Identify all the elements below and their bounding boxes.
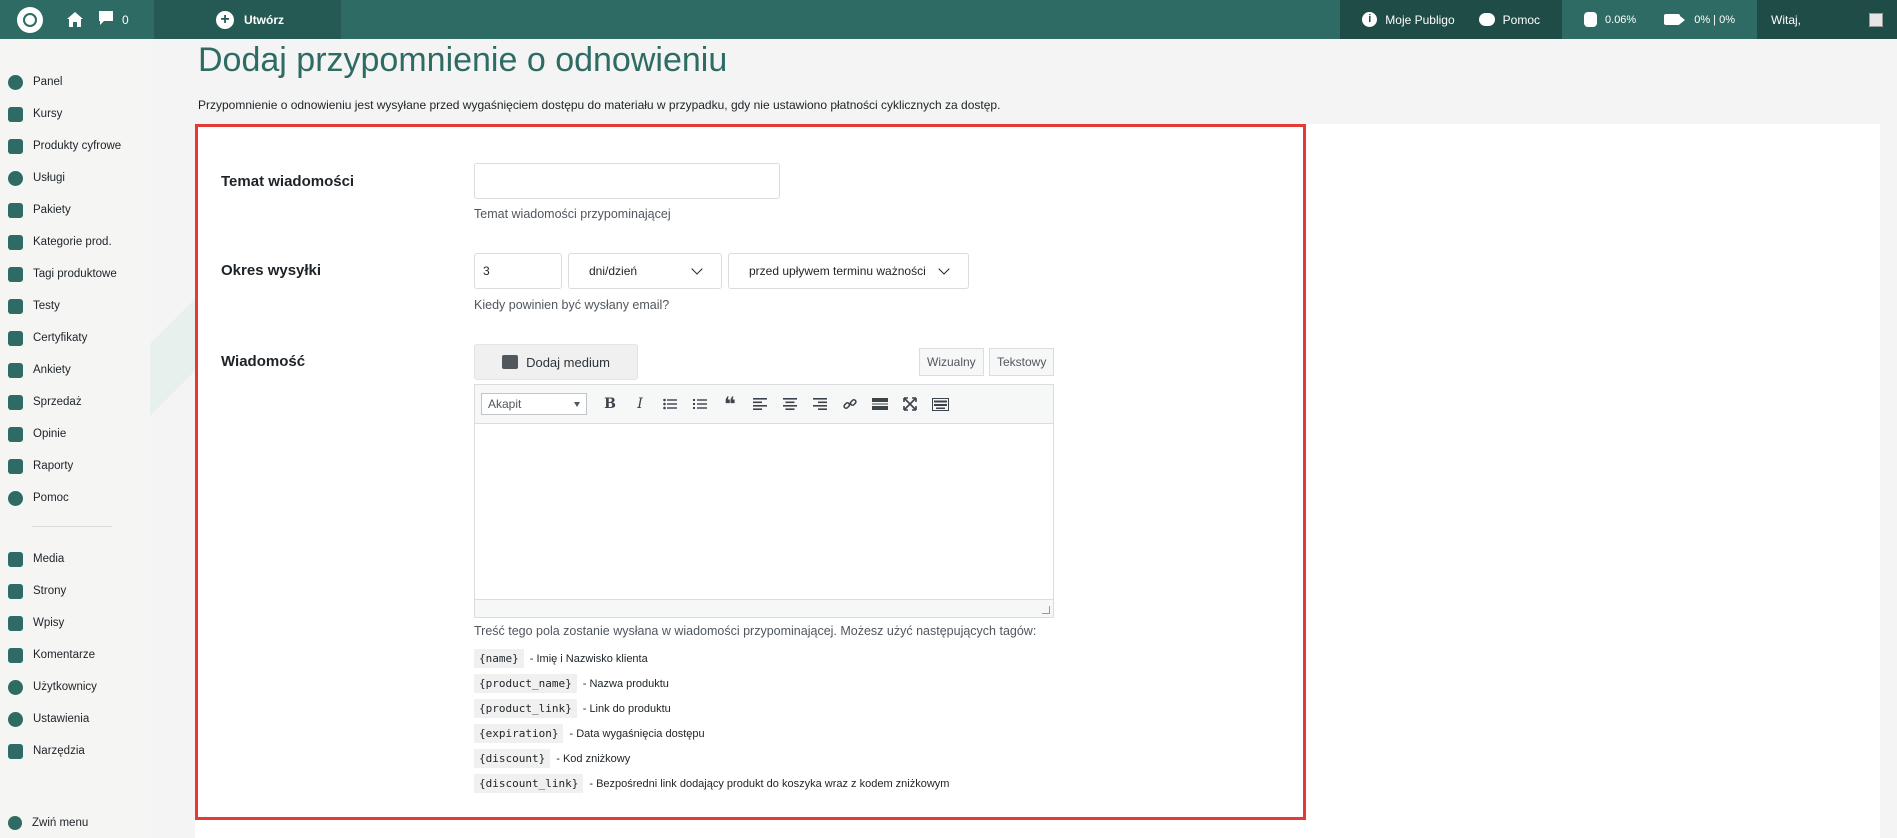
format-select[interactable]: [481, 393, 587, 415]
editor-content-area[interactable]: [475, 424, 1053, 599]
main-menu: [0, 66, 150, 514]
add-media-button[interactable]: [474, 344, 638, 380]
tag-code: {discount}: [474, 749, 550, 768]
users-icon: [8, 680, 23, 695]
comment-icon: [98, 11, 114, 28]
sidebar-item-label: Strony: [33, 585, 67, 597]
sidebar-item-panel[interactable]: [0, 66, 150, 98]
period-label: Okres wysyłki: [221, 262, 322, 279]
align-right-icon[interactable]: [809, 393, 831, 415]
sidebar-item-label: Komentarze: [33, 649, 96, 661]
sidebar-item-label: Usługi: [33, 172, 65, 184]
chat-bubble-icon: [1479, 13, 1495, 26]
sidebar-item-label: Użytkownicy: [33, 681, 97, 693]
publigo-logo-icon[interactable]: [0, 0, 60, 39]
fullscreen-icon[interactable]: [899, 393, 921, 415]
sidebar-item-testy[interactable]: [0, 290, 150, 322]
sidebar-item-uslugi[interactable]: [0, 162, 150, 194]
sidebar-item-tagi[interactable]: [0, 258, 150, 290]
period-unit-select[interactable]: [568, 253, 722, 289]
video-usage[interactable]: [1664, 14, 1735, 26]
lightbulb-icon: [8, 75, 23, 90]
comments-link[interactable]: [90, 0, 141, 39]
align-center-icon[interactable]: [779, 393, 801, 415]
wp-menu: [0, 543, 150, 767]
editor-toolbar: [475, 385, 1053, 424]
certificate-icon: [8, 331, 23, 346]
tag-description: - Data wygaśnięcia dostępu: [569, 727, 705, 740]
survey-icon: [8, 363, 23, 378]
sidebar-item-uzytkownicy[interactable]: [0, 671, 150, 703]
tag-code: {product_name}: [474, 674, 577, 693]
sidebar-item-label: Narzędzia: [33, 745, 85, 757]
period-when-select[interactable]: [728, 253, 969, 289]
sidebar-item-label: Opinie: [33, 428, 67, 440]
comments-count: 0: [122, 12, 129, 27]
admin-sidebar: [0, 39, 150, 838]
link-icon[interactable]: [839, 393, 861, 415]
media-icon: [8, 552, 23, 567]
sidebar-item-label: Ustawienia: [33, 713, 90, 725]
tag-code: {name}: [474, 649, 524, 668]
message-label: Wiadomość: [221, 353, 306, 370]
tag-item: [474, 774, 949, 793]
sidebar-item-ankiety[interactable]: [0, 354, 150, 386]
sidebar-item-produkty-cyfrowe[interactable]: [0, 130, 150, 162]
editor-status-bar: [475, 599, 1053, 617]
pin-icon: [8, 616, 23, 631]
create-label: Utwórz: [244, 12, 284, 27]
message-editor: [474, 384, 1054, 618]
sidebar-item-wpisy[interactable]: [0, 607, 150, 639]
cart-icon: [8, 395, 23, 410]
user-icon: [8, 171, 23, 186]
help-label: Pomoc: [1502, 12, 1541, 27]
sidebar-item-raporty[interactable]: [0, 450, 150, 482]
home-icon[interactable]: [60, 0, 90, 39]
numbered-list-icon[interactable]: [689, 393, 711, 415]
wrench-icon: [8, 744, 23, 759]
pages-icon: [8, 584, 23, 599]
tag-code: {discount_link}: [474, 774, 583, 793]
page-title: Dodaj przypomnienie o odnowieniu: [198, 41, 728, 79]
edit-icon: [8, 299, 23, 314]
sidebar-item-label: Pakiety: [33, 204, 71, 216]
folder-icon: [8, 235, 23, 250]
collapse-label: Zwiń menu: [32, 817, 89, 829]
usage-stats: [1562, 0, 1757, 39]
user-account-menu[interactable]: [1757, 0, 1897, 39]
avatar[interactable]: [1869, 13, 1883, 27]
sidebar-item-label: Kursy: [33, 108, 63, 120]
gear-icon: [8, 712, 23, 727]
sidebar-item-strony[interactable]: [0, 575, 150, 607]
collapse-arrow-icon: [8, 816, 22, 830]
bullet-list-icon[interactable]: [659, 393, 681, 415]
period-value: 3: [483, 264, 490, 278]
document-icon: [8, 427, 23, 442]
tag-description: - Kod zniżkowy: [556, 752, 631, 765]
sidebar-item-opinie[interactable]: [0, 418, 150, 450]
tags-intro: Treść tego pola zostanie wysłana w wiadomości przypominającej. Możesz użyć następujących tagów:: [474, 624, 1037, 638]
sidebar-item-komentarze[interactable]: [0, 639, 150, 671]
media-icon: [502, 355, 518, 369]
sidebar-item-label: Raporty: [33, 460, 74, 472]
keyboard-icon[interactable]: [929, 393, 951, 415]
resize-handle-icon[interactable]: [1042, 606, 1050, 614]
tag-item: [474, 649, 648, 668]
period-help: Kiedy powinien być wysłany email?: [474, 298, 670, 312]
add-media-label: Dodaj medium: [526, 354, 610, 370]
tag-icon: [8, 267, 23, 282]
grid-icon: [8, 203, 23, 218]
period-unit-value: dni/dzień: [589, 264, 638, 278]
top-bar-right: [1340, 0, 1897, 39]
collapse-menu-button[interactable]: [8, 816, 88, 830]
sidebar-item-label: Ankiety: [33, 364, 71, 376]
sidebar-item-pakiety[interactable]: [0, 194, 150, 226]
top-links: [1340, 0, 1562, 39]
sidebar-item-label: Sprzedaż: [33, 396, 82, 408]
my-publigo-link[interactable]: [1362, 12, 1454, 27]
chevron-down-icon: [938, 263, 949, 274]
help-icon: [8, 491, 23, 506]
format-select-value: Akapit: [488, 397, 522, 411]
sidebar-item-pomoc[interactable]: [0, 482, 150, 514]
database-icon: [1584, 12, 1597, 27]
page-description: Przypomnienie o odnowieniu jest wysyłane przed wygaśnięciem dostępu do materiału w przypadku, gdy nie ustawiono płatności cyklicznych za dostęp.: [198, 98, 1001, 112]
sidebar-item-label: Pomoc: [33, 492, 69, 504]
sidebar-item-ustawienia[interactable]: [0, 703, 150, 735]
sidebar-item-label: Wpisy: [33, 617, 65, 629]
sidebar-item-label: Produkty cyfrowe: [33, 140, 122, 152]
period-value-input[interactable]: [474, 253, 562, 289]
tag-item: [474, 674, 669, 693]
tag-item: [474, 749, 630, 768]
comment-icon: [8, 648, 23, 663]
info-icon: i: [1362, 12, 1377, 27]
tag-code: {expiration}: [474, 724, 563, 743]
sidebar-item-sprzedaz[interactable]: [0, 386, 150, 418]
bold-icon[interactable]: B: [604, 396, 616, 412]
blockquote-icon[interactable]: ❝: [724, 393, 736, 416]
greeting-text: Witaj,: [1771, 12, 1801, 27]
sidebar-item-label: Certyfikaty: [33, 332, 88, 344]
download-icon: [8, 139, 23, 154]
sidebar-item-certyfikaty[interactable]: [0, 322, 150, 354]
tag-description: - Link do produktu: [582, 702, 671, 715]
sidebar-item-label: Panel: [33, 76, 63, 88]
plus-icon: +: [216, 11, 234, 29]
tag-description: - Nazwa produktu: [582, 677, 669, 690]
chevron-down-icon: [691, 263, 702, 274]
tag-description: - Bezpośredni link dodający produkt do koszyka wraz z kodem zniżkowym: [589, 777, 950, 790]
graduation-cap-icon: [8, 107, 23, 122]
sidebar-item-label: Kategorie prod.: [33, 236, 112, 248]
sidebar-item-kategorie[interactable]: [0, 226, 150, 258]
tag-description: - Imię i Nazwisko klienta: [529, 652, 648, 665]
tab-text[interactable]: Tekstowy: [989, 348, 1054, 376]
sidebar-item-media[interactable]: [0, 543, 150, 575]
storage-value: 0.06%: [1605, 13, 1637, 26]
my-publigo-label: Moje Publigo: [1385, 12, 1455, 27]
sidebar-item-label: Media: [33, 553, 65, 565]
sidebar-item-label: Tagi produktowe: [33, 268, 117, 280]
sidebar-item-kursy[interactable]: [0, 98, 150, 130]
storage-usage[interactable]: [1584, 12, 1636, 27]
tag-item: [474, 699, 671, 718]
period-when-value: przed upływem terminu ważności: [749, 264, 926, 278]
create-button[interactable]: [154, 0, 341, 39]
subject-input[interactable]: [474, 163, 780, 199]
tab-visual[interactable]: Wizualny: [919, 348, 984, 376]
sidebar-separator: [32, 526, 112, 527]
read-more-icon[interactable]: [869, 393, 891, 415]
video-value: 0% | 0%: [1694, 13, 1735, 26]
subject-help: Temat wiadomości przypominającej: [474, 207, 671, 221]
help-link[interactable]: [1479, 13, 1540, 27]
align-left-icon[interactable]: [749, 393, 771, 415]
dropdown-arrow-icon: [574, 402, 580, 407]
italic-icon[interactable]: I: [637, 396, 643, 412]
tag-code: {product_link}: [474, 699, 577, 718]
sidebar-item-label: Testy: [33, 300, 60, 312]
tag-item: [474, 724, 705, 743]
chart-icon: [8, 459, 23, 474]
sidebar-item-narzedzia[interactable]: [0, 735, 150, 767]
subject-label: Temat wiadomości: [221, 173, 355, 190]
video-camera-icon: [1664, 14, 1680, 25]
